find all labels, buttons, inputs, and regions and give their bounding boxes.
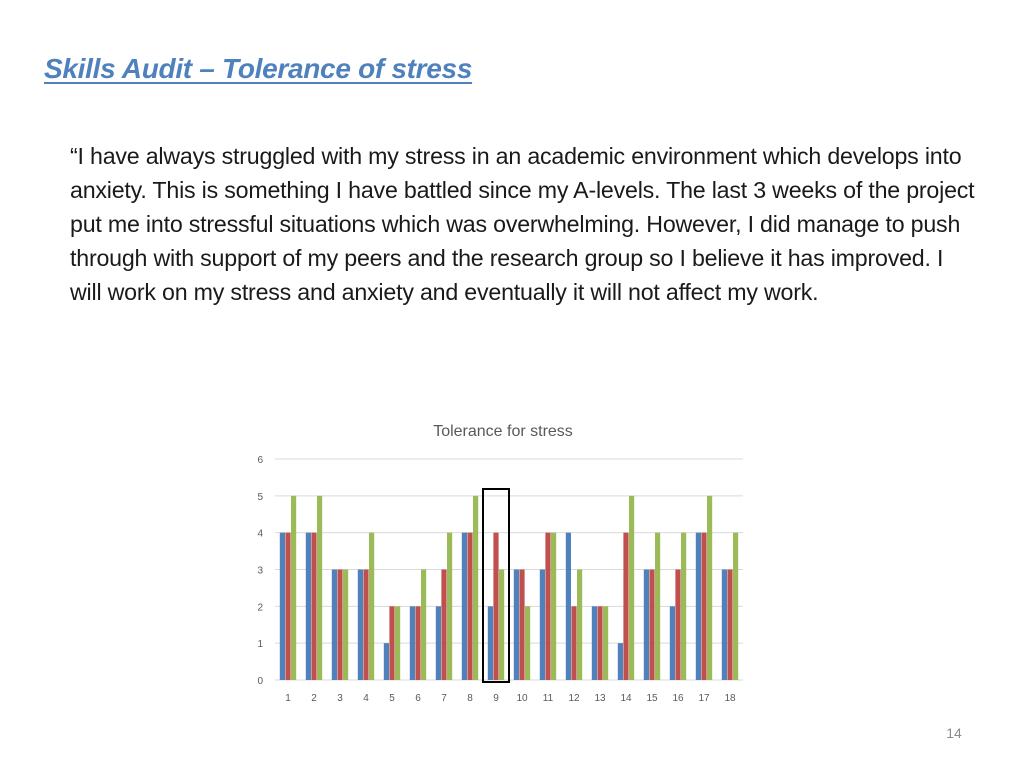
tolerance-chart [240, 410, 760, 710]
y-tick-label: 1 [257, 639, 263, 651]
y-tick-label: 6 [257, 455, 263, 466]
bar [467, 533, 472, 680]
x-tick-label: 4 [363, 693, 369, 704]
x-tick-label: 8 [467, 693, 473, 704]
x-tick-label: 3 [337, 693, 343, 704]
bar [623, 533, 628, 680]
x-tick-label: 11 [542, 693, 554, 704]
bar [540, 570, 545, 681]
bar [655, 533, 660, 680]
bar [571, 606, 576, 680]
bar [597, 606, 602, 680]
y-tick-label: 2 [257, 602, 263, 614]
bar [462, 533, 467, 680]
bar [707, 496, 712, 680]
y-tick-label: 3 [257, 565, 263, 577]
bar [727, 570, 732, 681]
bar [280, 533, 285, 680]
x-tick-label: 16 [672, 693, 684, 704]
bar [488, 606, 493, 680]
x-tick-label: 18 [724, 693, 736, 704]
bar [681, 533, 686, 680]
bar [441, 570, 446, 681]
x-tick-label: 7 [441, 693, 447, 704]
bar [317, 496, 322, 680]
bar [644, 570, 649, 681]
bar [577, 570, 582, 681]
bar [603, 606, 608, 680]
bar [566, 533, 571, 680]
bar [675, 570, 680, 681]
bar [722, 570, 727, 681]
bar [332, 570, 337, 681]
bar [493, 533, 498, 680]
chart-title: Tolerance for stress [433, 423, 573, 440]
bar [701, 533, 706, 680]
x-tick-label: 2 [311, 693, 317, 704]
bar [629, 496, 634, 680]
bar [384, 643, 389, 680]
y-tick-label: 4 [257, 528, 263, 540]
x-tick-label: 15 [646, 693, 658, 704]
bar [514, 570, 519, 681]
quote-text: “I have always struggled with my stress in an academic environment which develops into anxiety. This is something I have battled since my A-levels. The last 3 weeks of the project put me into stressful situations which was overwhelming. However, I did manage to push through with support of my peers and the research group so I believe it has improved. I will work on my stress and anxiety and eventually it will not affect my work. [70, 143, 975, 305]
x-tick-label: 1 [285, 693, 291, 704]
x-tick-label: 6 [415, 693, 421, 704]
bar [369, 533, 374, 680]
bar [306, 533, 311, 680]
bar [421, 570, 426, 681]
bar [395, 606, 400, 680]
x-tick-label: 12 [568, 693, 580, 704]
slide-title: Skills Audit – Tolerance of stress [44, 53, 473, 84]
chart-container [240, 410, 760, 710]
x-tick-label: 14 [620, 693, 632, 704]
bar [343, 570, 348, 681]
bar [363, 570, 368, 681]
bar [436, 606, 441, 680]
bar [592, 606, 597, 680]
bar [649, 570, 654, 681]
page-number: 14 [946, 725, 962, 741]
bar [447, 533, 452, 680]
bar [337, 570, 342, 681]
bar [389, 606, 394, 680]
bar [696, 533, 701, 680]
bar [415, 606, 420, 680]
bar [410, 606, 415, 680]
bar [519, 570, 524, 681]
bar [358, 570, 363, 681]
bar [618, 643, 623, 680]
bar [291, 496, 296, 680]
bar [285, 533, 290, 680]
x-tick-label: 13 [594, 693, 606, 704]
bar [499, 570, 504, 681]
bar [551, 533, 556, 680]
x-tick-label: 10 [516, 693, 528, 704]
bar [311, 533, 316, 680]
bar [733, 533, 738, 680]
x-tick-label: 17 [698, 693, 710, 704]
bar [545, 533, 550, 680]
y-tick-label: 5 [257, 491, 263, 503]
x-tick-label: 5 [389, 693, 395, 704]
bar [670, 606, 675, 680]
y-tick-label: 0 [257, 676, 263, 687]
bar [525, 606, 530, 680]
x-tick-label: 9 [493, 693, 499, 704]
bar [473, 496, 478, 680]
